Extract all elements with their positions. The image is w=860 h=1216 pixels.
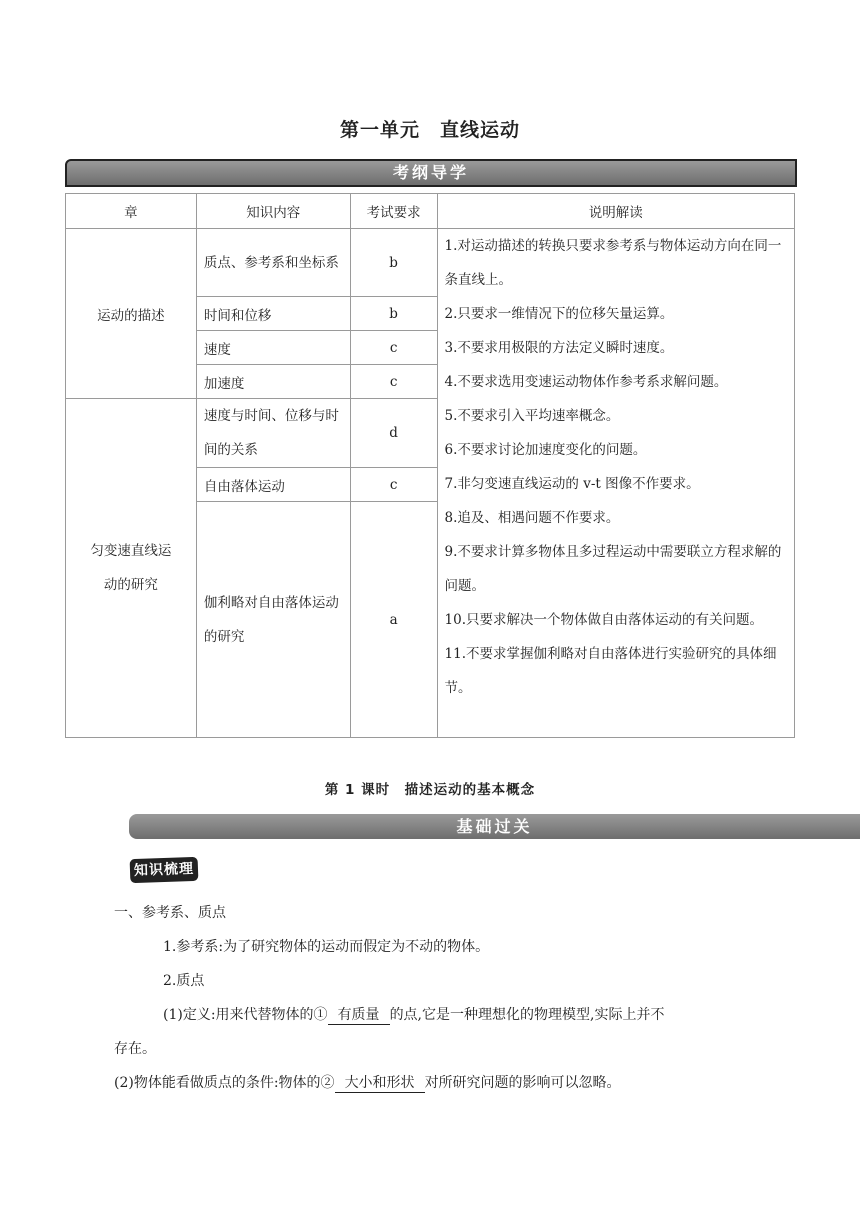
header-notes: 说明解读 <box>437 194 794 229</box>
requirement-cell: c <box>350 468 437 502</box>
content-cell: 伽利略对自由落体运动的研究 <box>196 502 350 738</box>
requirement-cell: b <box>350 297 437 331</box>
paragraph: 存在。 <box>114 1041 156 1057</box>
note-item: 11.不要求掌握伽利略对自由落体进行实验研究的具体细节。 <box>444 646 777 696</box>
content-cell: 自由落体运动 <box>196 468 350 502</box>
syllabus-banner: 考纲导学 <box>65 159 797 187</box>
note-item: 3.不要求用极限的方法定义瞬时速度。 <box>444 340 674 356</box>
answer-blank: 有质量 <box>328 1004 390 1025</box>
answer-blank: 大小和形状 <box>335 1072 425 1093</box>
note-item: 7.非匀变速直线运动的 v-t 图像不作要求。 <box>444 476 700 492</box>
notes-cell <box>437 229 794 738</box>
lesson-title: 第 1 课时 描述运动的基本概念 <box>324 782 536 798</box>
note-item: 10.只要求解决一个物体做自由落体运动的有关问题。 <box>444 612 764 628</box>
paragraph: 1.参考系:为了研究物体的运动而假定为不动的物体。 <box>163 939 490 955</box>
knowledge-tag: 知识梳理 <box>130 857 199 883</box>
text-run: (1)定义:用来代替物体的① <box>163 1007 328 1023</box>
note-item: 5.不要求引入平均速率概念。 <box>444 408 620 424</box>
requirement-cell: d <box>350 399 437 468</box>
table-row <box>66 229 795 297</box>
note-item: 6.不要求讨论加速度变化的问题。 <box>444 442 647 458</box>
header-chapter: 章 <box>66 194 197 229</box>
text-run: 对所研究问题的影响可以忽略。 <box>424 1075 621 1091</box>
content-cell: 质点、参考系和坐标系 <box>196 229 350 297</box>
table-header-row <box>66 194 795 229</box>
chapter-cell: 匀变速直线运动的研究 <box>66 399 197 738</box>
paragraph <box>163 1004 664 1025</box>
text-run: 的点,它是一种理想化的物理模型,实际上并不 <box>389 1007 665 1023</box>
header-content: 知识内容 <box>196 194 350 229</box>
note-item: 2.只要求一维情况下的位移矢量运算。 <box>444 306 674 322</box>
paragraph <box>114 1072 621 1093</box>
content-cell: 速度与时间、位移与时间的关系 <box>196 399 350 468</box>
chapter-cell: 运动的描述 <box>66 229 197 399</box>
text-run: (2)物体能看做质点的条件:物体的② <box>114 1075 335 1091</box>
content-cell: 加速度 <box>196 365 350 399</box>
content-cell: 速度 <box>196 331 350 365</box>
content-cell: 时间和位移 <box>196 297 350 331</box>
requirement-cell: c <box>350 331 437 365</box>
note-item: 9.不要求计算多物体且多过程运动中需要联立方程求解的问题。 <box>444 544 782 594</box>
requirement-cell: a <box>350 502 437 738</box>
section-heading: 一、参考系、质点 <box>114 905 226 921</box>
paragraph: 2.质点 <box>163 973 205 989</box>
note-item: 4.不要求选用变速运动物体作参考系求解问题。 <box>444 374 728 390</box>
requirement-cell: c <box>350 365 437 399</box>
header-requirement: 考试要求 <box>350 194 437 229</box>
note-item: 8.追及、相遇问题不作要求。 <box>444 510 620 526</box>
note-item: 1.对运动描述的转换只要求参考系与物体运动方向在同一条直线上。 <box>444 238 782 288</box>
requirement-cell: b <box>350 229 437 297</box>
unit-title: 第一单元 直线运动 <box>339 119 520 141</box>
basics-banner: 基础过关 <box>129 814 860 839</box>
syllabus-table <box>65 193 795 738</box>
